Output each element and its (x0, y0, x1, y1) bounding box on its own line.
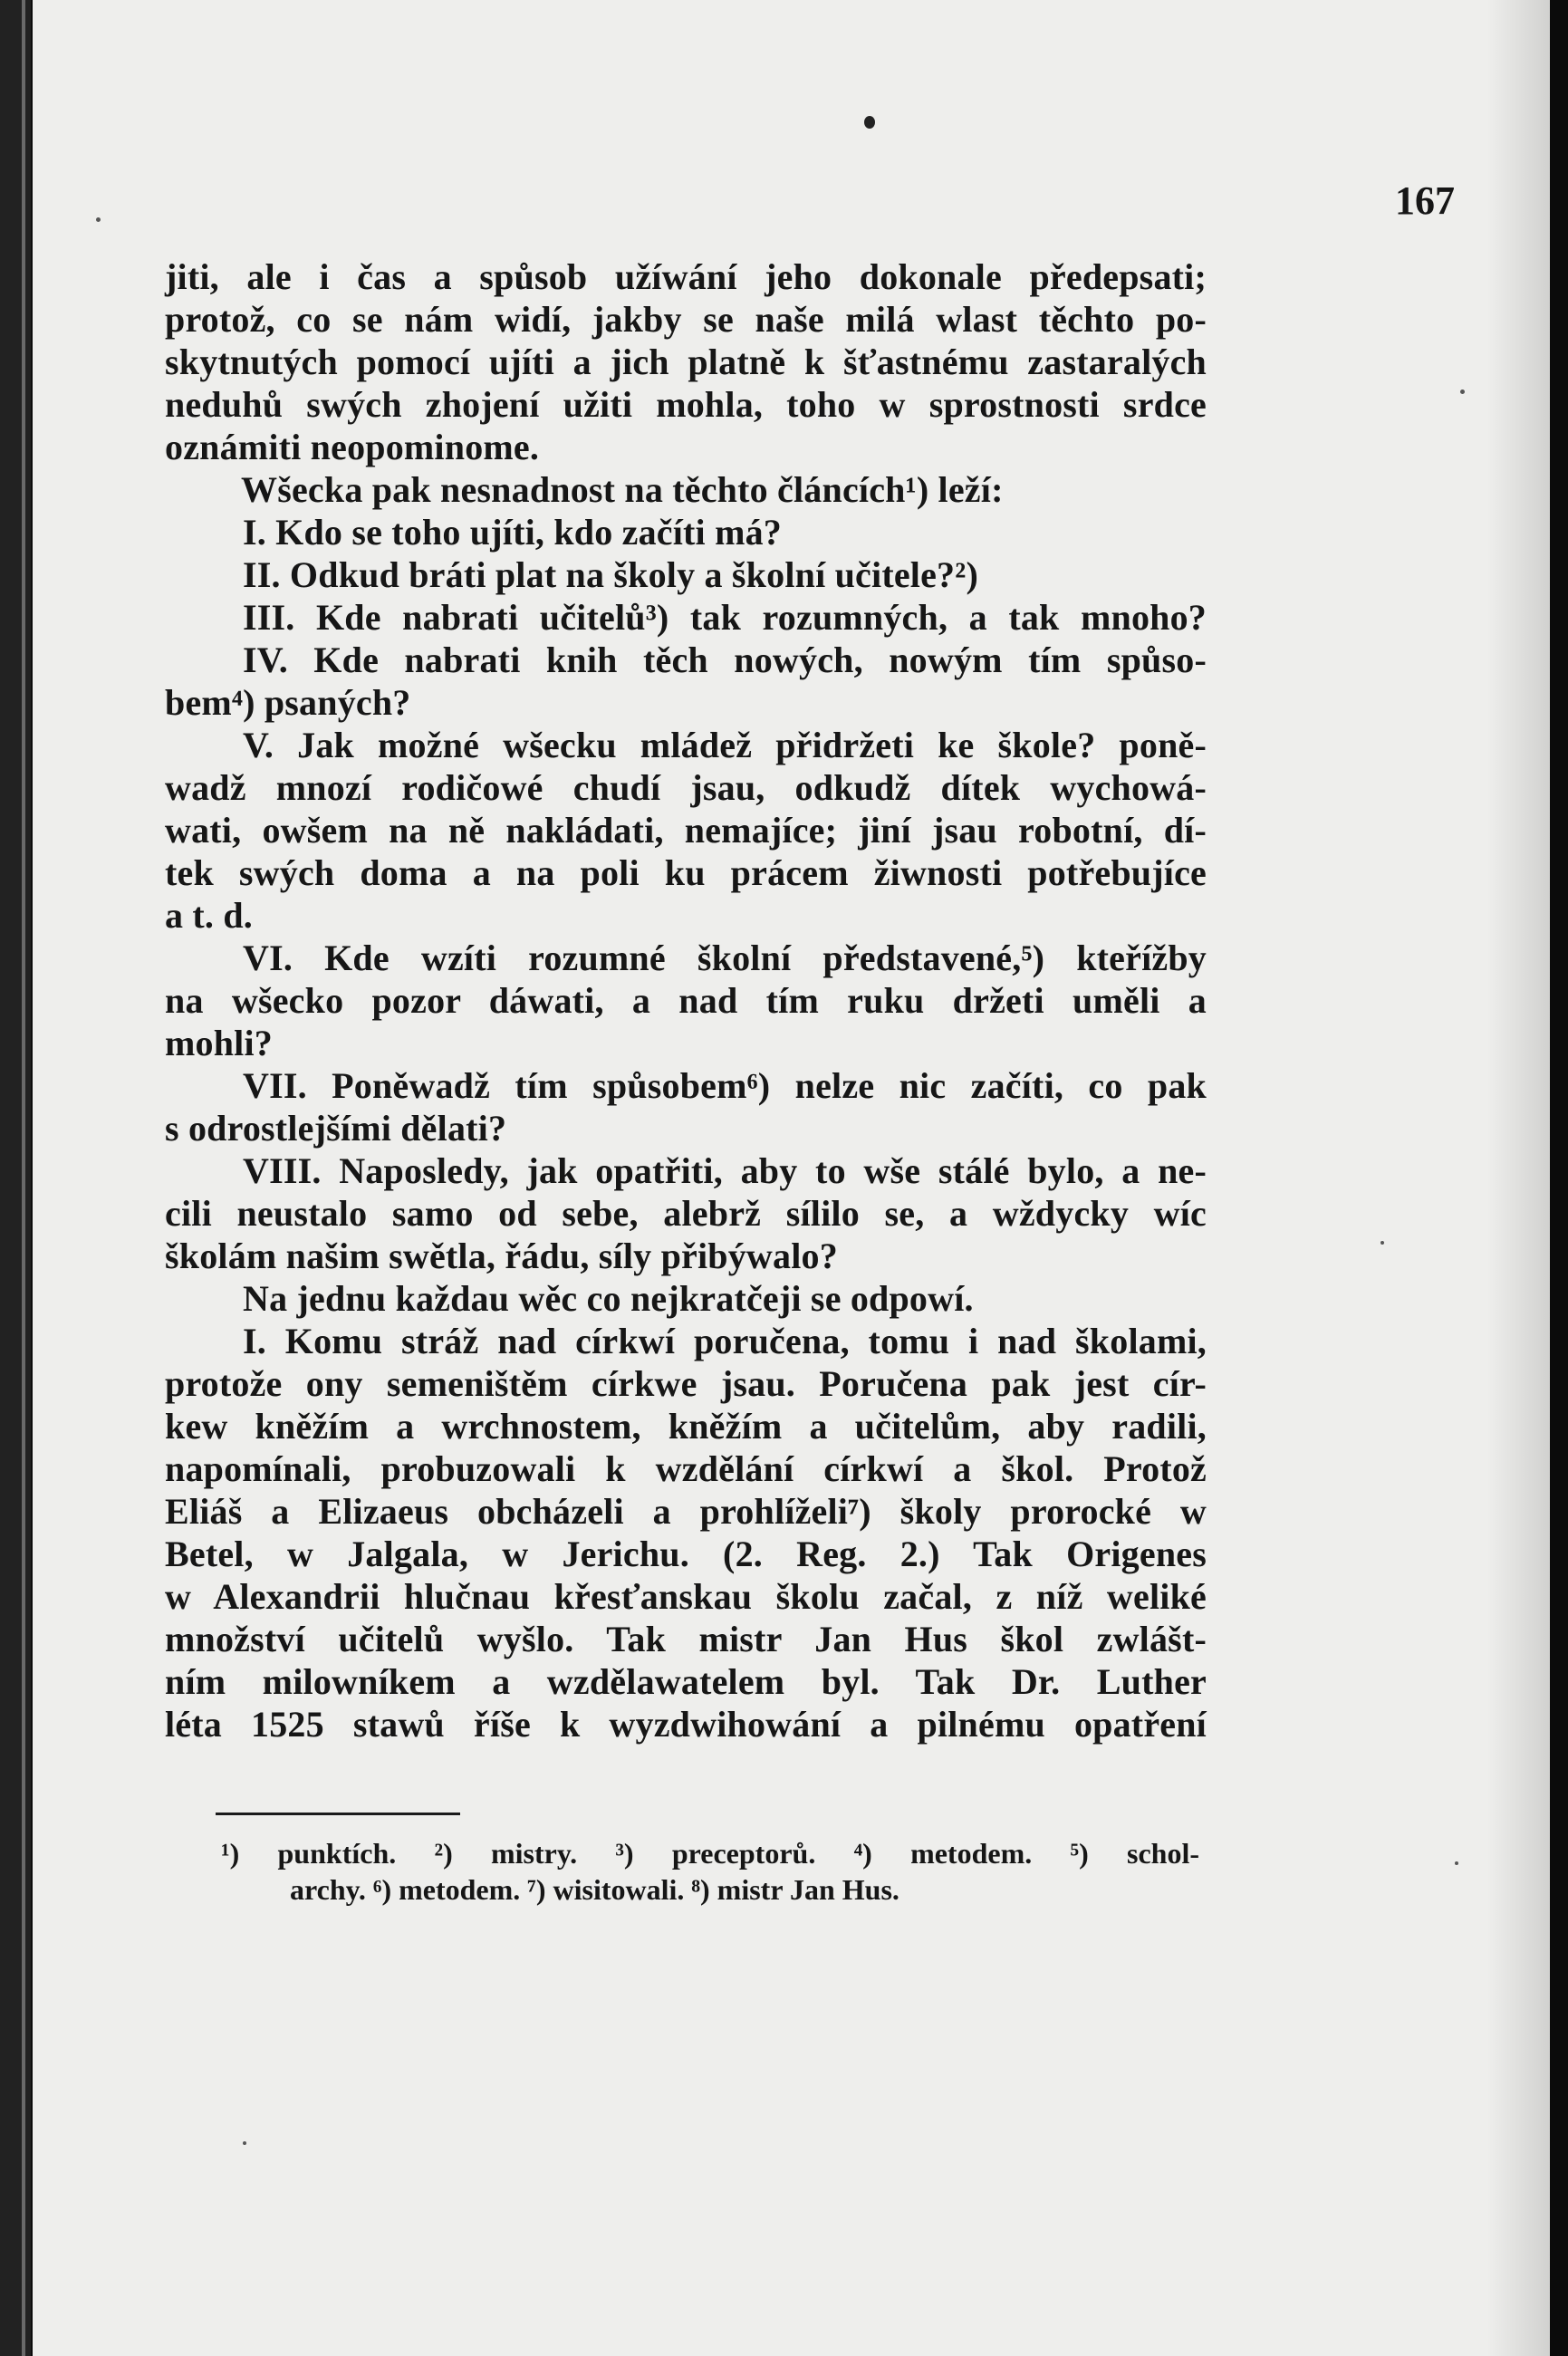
footnote-line: ¹) punktích. ²) mistry. ³) preceptorů. ⁴) metodem. ⁵) schol- (221, 1837, 1199, 1870)
text-line: léta 1525 stawů říše k wyzdwihowání a pilnému opatření (165, 1704, 1207, 1745)
footnote-line: archy. ⁶) metodem. ⁷) wisitowali. ⁸) mistr Jan Hus. (290, 1873, 899, 1906)
text-line: IV. Kde nabrati knih těch nowých, nowým tím spůso- (243, 639, 1207, 680)
text-line: ním milowníkem a wzdělawatelem byl. Tak Dr. Luther (165, 1661, 1207, 1702)
text-line: skytnutých pomocí ujíti a jich platně k šťastnému zastaralých (165, 341, 1207, 382)
text-line: kew kněžím a wrchnostem, kněžím a učitelům, aby radili, (165, 1406, 1207, 1447)
text-line: Na jednu každau wěc co nejkratčeji se odpowí. (243, 1278, 974, 1319)
text-line: oznámiti neopominome. (165, 427, 540, 467)
text-line: protož, co se nám widí, jakby se naše milá wlast těchto po- (165, 299, 1207, 340)
text-line: na wšecko pozor dáwati, a nad tím ruku držeti uměli a (165, 980, 1207, 1021)
scan-left-border (0, 0, 31, 2356)
text-line: s odrostlejšími dělati? (165, 1108, 507, 1149)
text-line: cili neustalo samo od sebe, alebrž sílilo se, a wždycky wíc (165, 1193, 1207, 1234)
text-line: Betel, w Jalgala, w Jerichu. (2. Reg. 2.) Tak Origenes (165, 1534, 1207, 1574)
text-line: V. Jak možné wšecku mládež přidržeti ke škole? poně- (243, 725, 1207, 765)
text-line: VIII. Naposledy, jak opatřiti, aby to wše stálé bylo, a ne- (243, 1150, 1207, 1191)
footnote-rule (216, 1813, 460, 1815)
book-page (33, 0, 1550, 2356)
text-line: I. Kdo se toho ujíti, kdo začíti má? (243, 512, 782, 553)
text-line: napomínali, probuzowali k wzdělání církwí a škol. Protož (165, 1448, 1207, 1489)
text-line: protože ony semeništěm církwe jsau. Poručena pak jest cír- (165, 1363, 1207, 1404)
text-line: I. Komu stráž nad církwí poručena, tomu i nad školami, (243, 1321, 1207, 1361)
text-line: VII. Poněwadž tím spůsobem⁶) nelze nic začíti, co pak (243, 1065, 1207, 1106)
text-line: Eliáš a Elizaeus obcházeli a prohlíželi⁷) školy prorocké w (165, 1491, 1207, 1532)
text-line: Wšecka pak nesnadnost na těchto článcích¹) leží: (241, 469, 1004, 510)
text-line: bem⁴) psaných? (165, 682, 411, 723)
text-line: III. Kde nabrati učitelů³) tak rozumných, a tak mnoho? (243, 597, 1207, 638)
text-line: mohli? (165, 1023, 273, 1063)
text-line: wadž mnozí rodičowé chudí jsau, odkudž dítek wychowá- (165, 767, 1207, 808)
text-line: neduhů swých zhojení užiti mohla, toho w sprostnosti srdce (165, 384, 1207, 425)
text-line: množství učitelů wyšlo. Tak mistr Jan Hus škol zwlášt- (165, 1619, 1207, 1659)
text-line: VI. Kde wzíti rozumné školní představené,⁵) kteřížby (243, 938, 1207, 978)
text-line: wati, owšem na ně nakládati, nemajíce; jiní jsau robotní, dí- (165, 810, 1207, 851)
text-line: jiti, ale i čas a spůsob užíwání jeho dokonale předepsati; (165, 256, 1207, 297)
text-line: tek swých doma a na poli ku prácem žiwnosti potřebujíce (165, 852, 1207, 893)
body-text (165, 255, 1207, 1908)
page-number: 167 (1395, 178, 1455, 223)
footnotes (165, 1835, 1207, 1908)
text-line: a t. d. (165, 895, 253, 936)
text-line: školám našim swětla, řádu, síly přibýwalo? (165, 1236, 838, 1276)
text-line: II. Odkud bráti plat na školy a školní učitele?²) (243, 554, 978, 595)
text-line: w Alexandrii hlučnau křesťanskau školu začal, z níž weliké (165, 1576, 1207, 1617)
